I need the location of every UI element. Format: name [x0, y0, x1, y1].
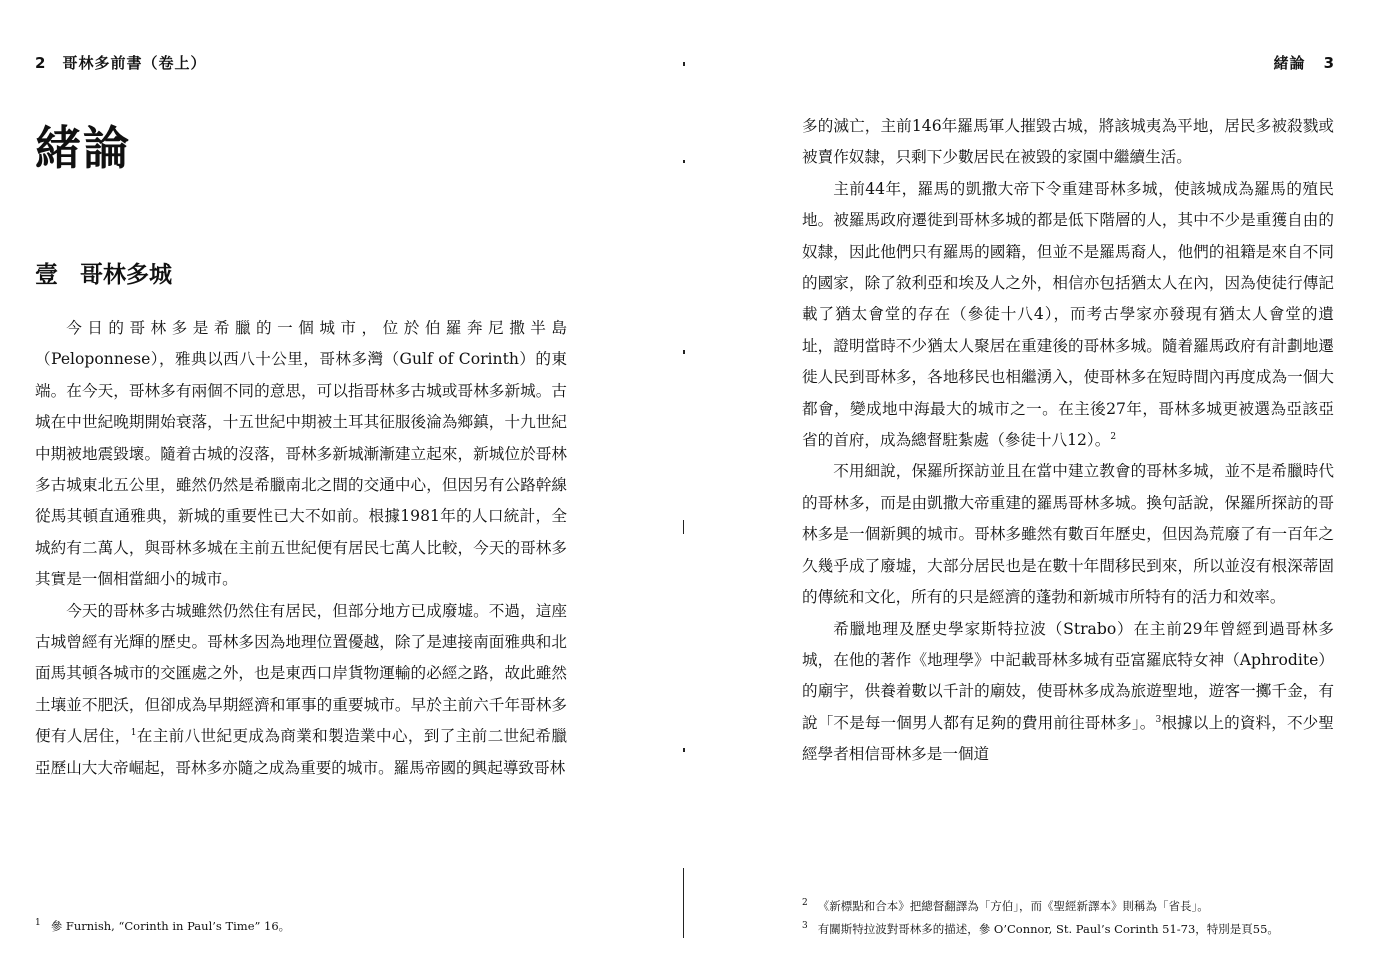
paragraph: 希臘地理及歷史學家斯特拉波（Strabo）在主前29年曾經到過哥林多城，在他的著作《地理學》中記載哥林多城有亞富羅底特女神（Aphrodite）的廟宇，供養着數以千計的廟妓，使哥林多成為旅遊聖地，遊客一擲千金，有說「不是每一個男人都有足夠的費用前往哥林多」。$^3$根據以上的資料，不少聖經學者相信哥林多是一個道 — [802, 619, 1334, 764]
gutter-mark — [683, 350, 685, 354]
paragraph: 多的滅亡，主前146年羅馬軍人摧毀古城，將該城夷為平地，居民多被殺戮或被賣作奴隸，只剩下少數居民在被毀的家園中繼續生活。 — [802, 117, 1334, 167]
gutter-mark — [683, 520, 684, 534]
gutter-mark — [683, 748, 685, 752]
paragraph: 今日的哥林多是希臘的一個城市，位於伯羅奔尼撒半島（Peloponnese），雅典以西八十公里，哥林多灣（Gulf of Corinth）的東端。在今天，哥林多有兩個不同的意思，可以指哥林多古城或哥林多新城。古城在中世紀晚期開始衰落，十五世紀中期被土耳其征服後淪為鄉鎮，十九世紀中期被地震毀壞。隨着古城的沒落，哥林多新城漸漸建立起來，新城位於哥林多古城東北五公里，雖然仍然是希臘南北之間的交通中心，但因另有公路幹線從馬其頓直通雅典，新城的重要性已大不如前。根據1981年的人口統計，全城約有二萬人，與哥林多城在主前五世紀便有居民七萬人比較，今天的哥林多其實是一個相當細小的城市。 — [35, 319, 567, 589]
footnote: $^2$ 《新標點和合本》把總督翻譯為「方伯」，而《聖經新譯本》則稱為「省長」。 — [802, 898, 1209, 913]
gutter-mark — [683, 160, 685, 163]
book-title: 哥林多前書（卷上） — [62, 54, 207, 72]
paragraph: 不用細說，保羅所探訪並且在當中建立教會的哥林多城，並不是希臘時代的哥林多，而是由凱撒大帝重建的羅馬哥林多城。換句話說，保羅所探訪的哥林多是一個新興的城市。哥林多雖然有數百年歷史，但因為荒廢了有一百年之久幾乎成了廢墟，大部分居民也是在數十年間移民到來，所以並沒有根深蒂固的傳統和文化，所有的只是經濟的蓬勃和新城市所特有的活力和效率。 — [802, 462, 1334, 607]
running-head-left — [35, 52, 206, 73]
running-title: 緒論 — [1273, 54, 1306, 72]
page-number: 2 — [35, 54, 47, 72]
section-title: 哥林多城 — [80, 262, 172, 288]
footnote-ref[interactable]: 3 — [1155, 714, 1162, 725]
paragraph: 主前44年，羅馬的凱撒大帝下令重建哥林多城，使該城成為羅馬的殖民地。被羅馬政府遷徙到哥林多城的都是低下階層的人，其中不少是重獲自由的奴隸，因此他們只有羅馬的國籍，但並不是羅馬裔人，他們的祖籍是來自不同的國家，除了敘利亞和埃及人之外，相信亦包括猶太人在內，因為使徒行傳記載了猶太會堂的存在（參徒十八4），而考古學家亦發現有猶太人會堂的遺址，證明當時不少猶太人聚居在重建後的哥林多城。隨着羅馬政府有計劃地遷徙人民到哥林多，各地移民也相繼湧入，使哥林多在短時間內再度成為一個大都會，變成地中海最大的城市之一。在主後27年，哥林多城更被選為亞該亞省的首府，成為總督駐紮處（參徒十八12）。$^2$ — [802, 179, 1334, 450]
left-page — [0, 0, 690, 979]
left-body-text — [35, 313, 567, 784]
footnotes-left — [35, 913, 595, 936]
right-body-text — [802, 111, 1334, 771]
footnote: $^3$ 有關斯特拉波對哥林多的描述，參 O’Connor, St. Paul’s Corinth 51-73，特別是頁55。 — [802, 921, 1279, 936]
footnote-ref[interactable]: 2 — [1110, 432, 1117, 443]
gutter-mark — [683, 62, 685, 66]
section-heading — [35, 256, 172, 289]
paragraph: 今天的哥林多古城雖然仍然住有居民，但部分地方已成廢墟。不過，這座古城曾經有光輝的歷史。哥林多因為地理位置優越，除了是連接南面雅典和北面馬其頓各城市的交匯處之外，也是東西口岸貨物運輸的必經之路，故此雖然土壤並不肥沃，但卻成為早期經濟和軍事的重要城市。早於主前六千年哥林多便有人居住，$^1$在主前八世紀更成為商業和製造業中心，到了主前二世紀希臘亞歷山大大帝崛起，哥林多亦隨之成為重要的城市。羅馬帝國的興起導致哥林 — [35, 601, 567, 777]
running-head-right — [1274, 52, 1335, 73]
footnotes-right — [802, 893, 1362, 939]
footnote-ref[interactable]: 1 — [130, 728, 137, 739]
footnote: $^1$ 參 Furnish, “Corinth in Paul’s Time” 16。 — [35, 918, 291, 933]
section-number: 壹 — [35, 262, 58, 288]
chapter-title: 緒論 — [35, 121, 131, 175]
page-number: 3 — [1323, 54, 1335, 72]
gutter-mark — [683, 868, 684, 938]
right-page — [690, 0, 1400, 979]
